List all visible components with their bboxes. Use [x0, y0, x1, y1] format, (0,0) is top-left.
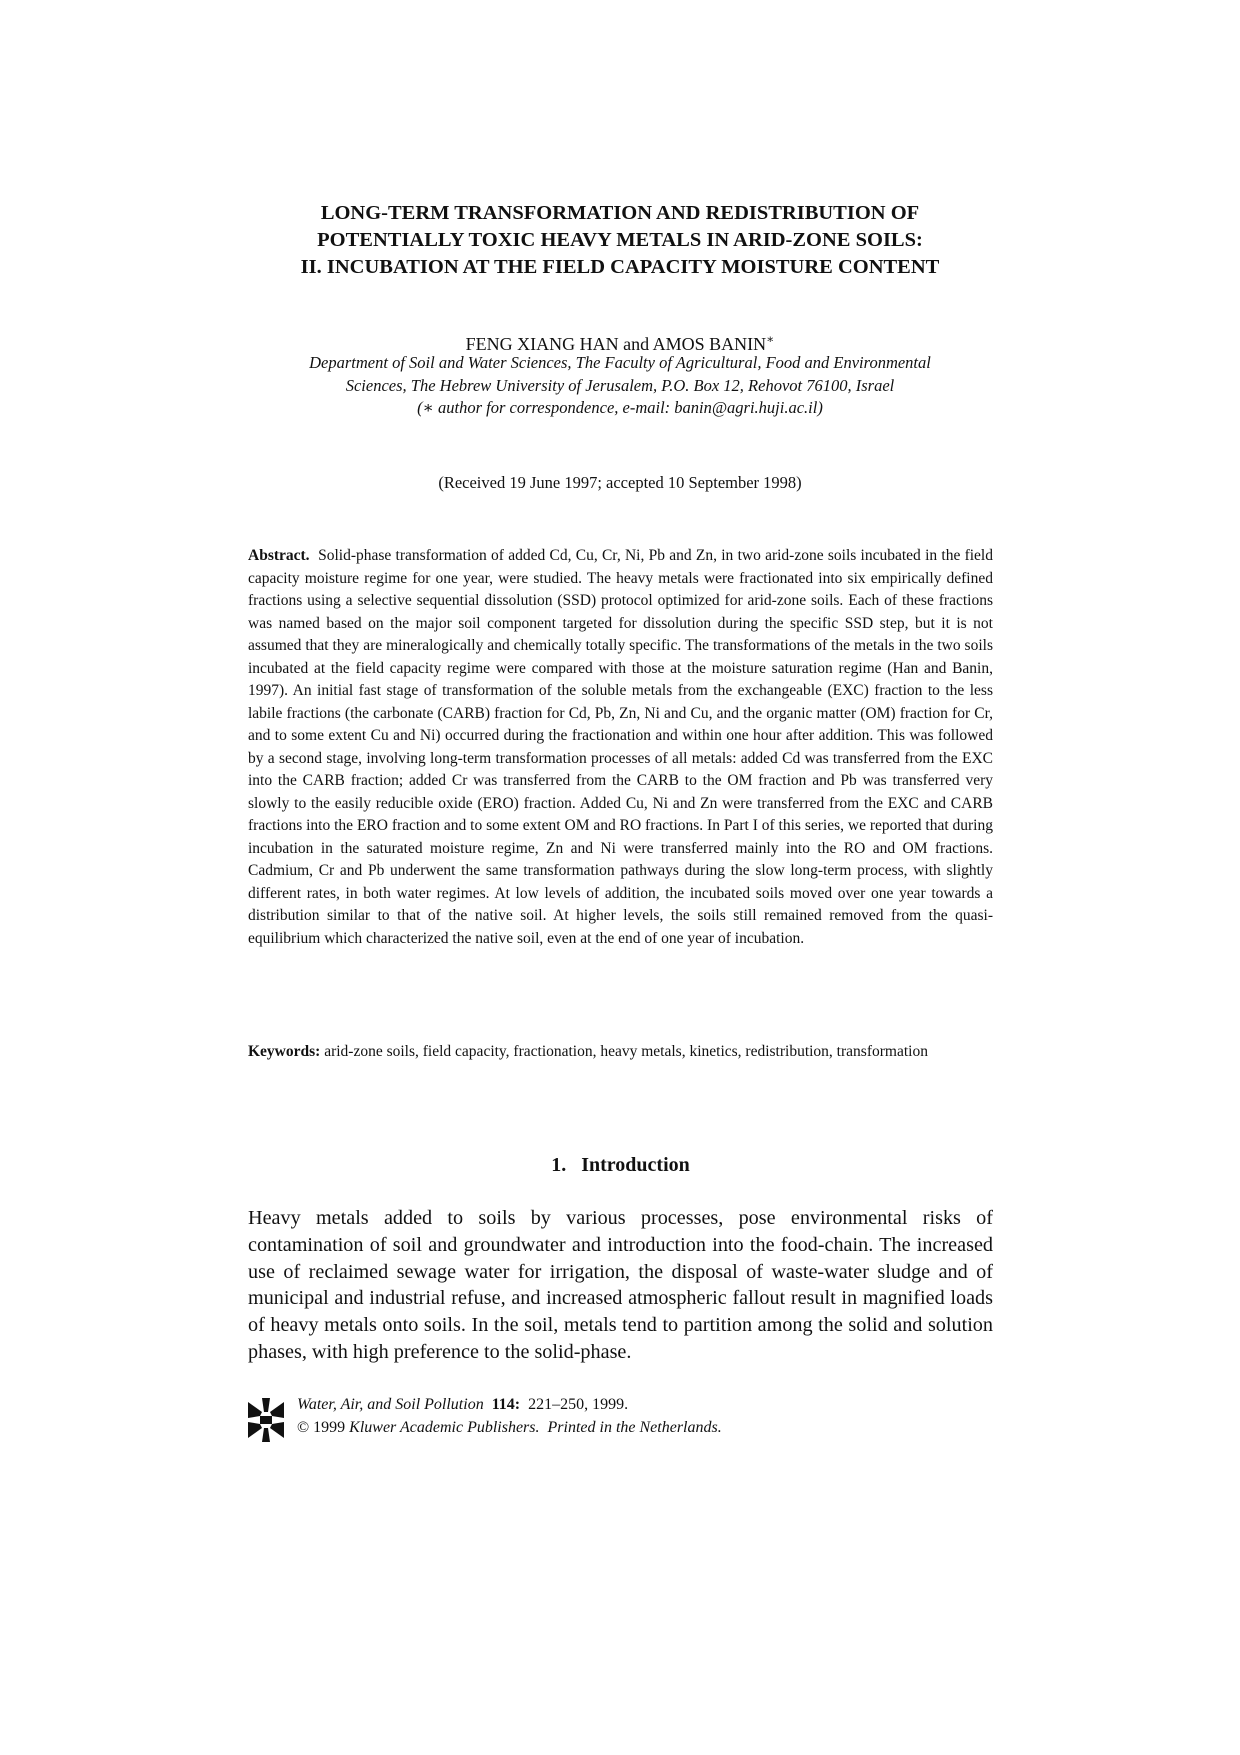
paper-title [240, 200, 1000, 281]
publisher-logo-icon [248, 1398, 284, 1442]
abstract-text: Solid-phase transformation of added Cd, Cu, Cr, Ni, Pb and Zn, in two arid-zone soils incubated in the field capacity moisture regime for one year, were studied. The heavy metals were fractionated into six empirically defined fractions using a selective sequential dissolution (SSD) protocol optimized for arid-zone soils. Each of these fractions was named based on the major soil component targeted for dissolution during the specific SSD step, but it is not assumed that they are mineralogically and chemically totally specific. The transformations of the metals in the two soils incubated at the field capacity regime were compared with those at the moisture saturation regime (Han and Banin, 1997). An initial fast stage of transformation of the soluble metals from the exchangeable (EXC) fraction to the less labile fractions (the carbonate (CARB) fraction for Cd, Pb, Zn, Ni and Cu, and the organic matter (OM) fraction for Cr, and to some extent Cu and Ni) occurred during the fractionation and within one hour after addition. This was followed by a second stage, involving long-term transformation processes of all metals: added Cd was transferred from the EXC into the CARB fraction; added Cr was transferred from the CARB to the OM fraction and Pb was transferred very slowly to the easily reducible oxide (ERO) fraction. Added Cu, Ni and Zn were transferred from the EXC and CARB fractions into the ERO fraction and to some extent OM and RO fractions. In Part I of this series, we reported that during incubation in the saturated moisture regime, Zn and Ni were transferred mainly into the RO and OM fractions. Cadmium, Cr and Pb underwent the same transformation pathways during the slow long-term process, with slightly different rates, in both water regimes. At low levels of addition, the incubated soils moved over one year towards a distribution similar to that of the native soil. At higher levels, the soils still remained removed from the quasi-equilibrium which characterized the native soil, even at the end of one year of incubation. [248, 547, 993, 947]
title-line-3: II. INCUBATION AT THE FIELD CAPACITY MOISTURE CONTENT [300, 256, 940, 278]
copyright-symbol: © [297, 1418, 310, 1436]
received-dates: (Received 19 June 1997; accepted 10 September 1998) [438, 473, 802, 492]
abstract [248, 545, 993, 950]
publication-footer [297, 1394, 957, 1439]
affiliation [240, 352, 1000, 420]
copyright-line [297, 1417, 957, 1440]
keywords-label: Keywords: [248, 1043, 321, 1060]
section-heading-introduction [248, 1152, 993, 1178]
title-line-1: LONG-TERM TRANSFORMATION AND REDISTRIBUTION OF [320, 202, 920, 224]
correspondence-line: (∗ author for correspondence, e-mail: banin@agri.huji.ac.il) [417, 398, 823, 417]
keywords [248, 1041, 993, 1064]
abstract-label: Abstract. [248, 547, 310, 564]
author-names: FENG XIANG HAN and AMOS BANIN [465, 334, 767, 354]
introduction-paragraph: Heavy metals added to soils by various processes, pose environmental risks of contamination of soil and groundwater and introduction into the food-chain. The increased use of reclaimed sewage water for irrigation, the disposal of waste-water sludge and of municipal and industrial refuse, and increased atmospheric fallout result in magnified loads of heavy metals onto soils. In the soil, metals tend to partition among the solid and solution phases, with high preference to the solid-phase. [248, 1207, 993, 1363]
journal-name: Water, Air, and Soil Pollution [297, 1396, 484, 1413]
section-number: 1. [551, 1154, 567, 1176]
corresponding-author-marker: ∗ [766, 332, 775, 346]
journal-pages: 221–250, 1999. [528, 1396, 629, 1413]
printed-location: Printed in the Netherlands. [547, 1418, 722, 1436]
affiliation-line-2: Sciences, The Hebrew University of Jerusalem, P.O. Box 12, Rehovot 76100, Israel [345, 375, 895, 395]
affiliation-line-1: Department of Soil and Water Sciences, The Faculty of Agricultural, Food and Environmental [309, 353, 931, 372]
publisher-name: Kluwer Academic Publishers. [349, 1418, 540, 1436]
title-line-2: POTENTIALLY TOXIC HEAVY METALS IN ARID-ZONE SOILS: [317, 229, 923, 251]
copyright-year: 1999 [313, 1418, 346, 1436]
keywords-text: arid-zone soils, field capacity, fractionation, heavy metals, kinetics, redistribution, transformation [324, 1043, 928, 1060]
section-title: Introduction [581, 1154, 690, 1176]
citation-line [297, 1394, 957, 1417]
journal-volume: 114: [491, 1396, 521, 1413]
author-list [240, 328, 1000, 355]
